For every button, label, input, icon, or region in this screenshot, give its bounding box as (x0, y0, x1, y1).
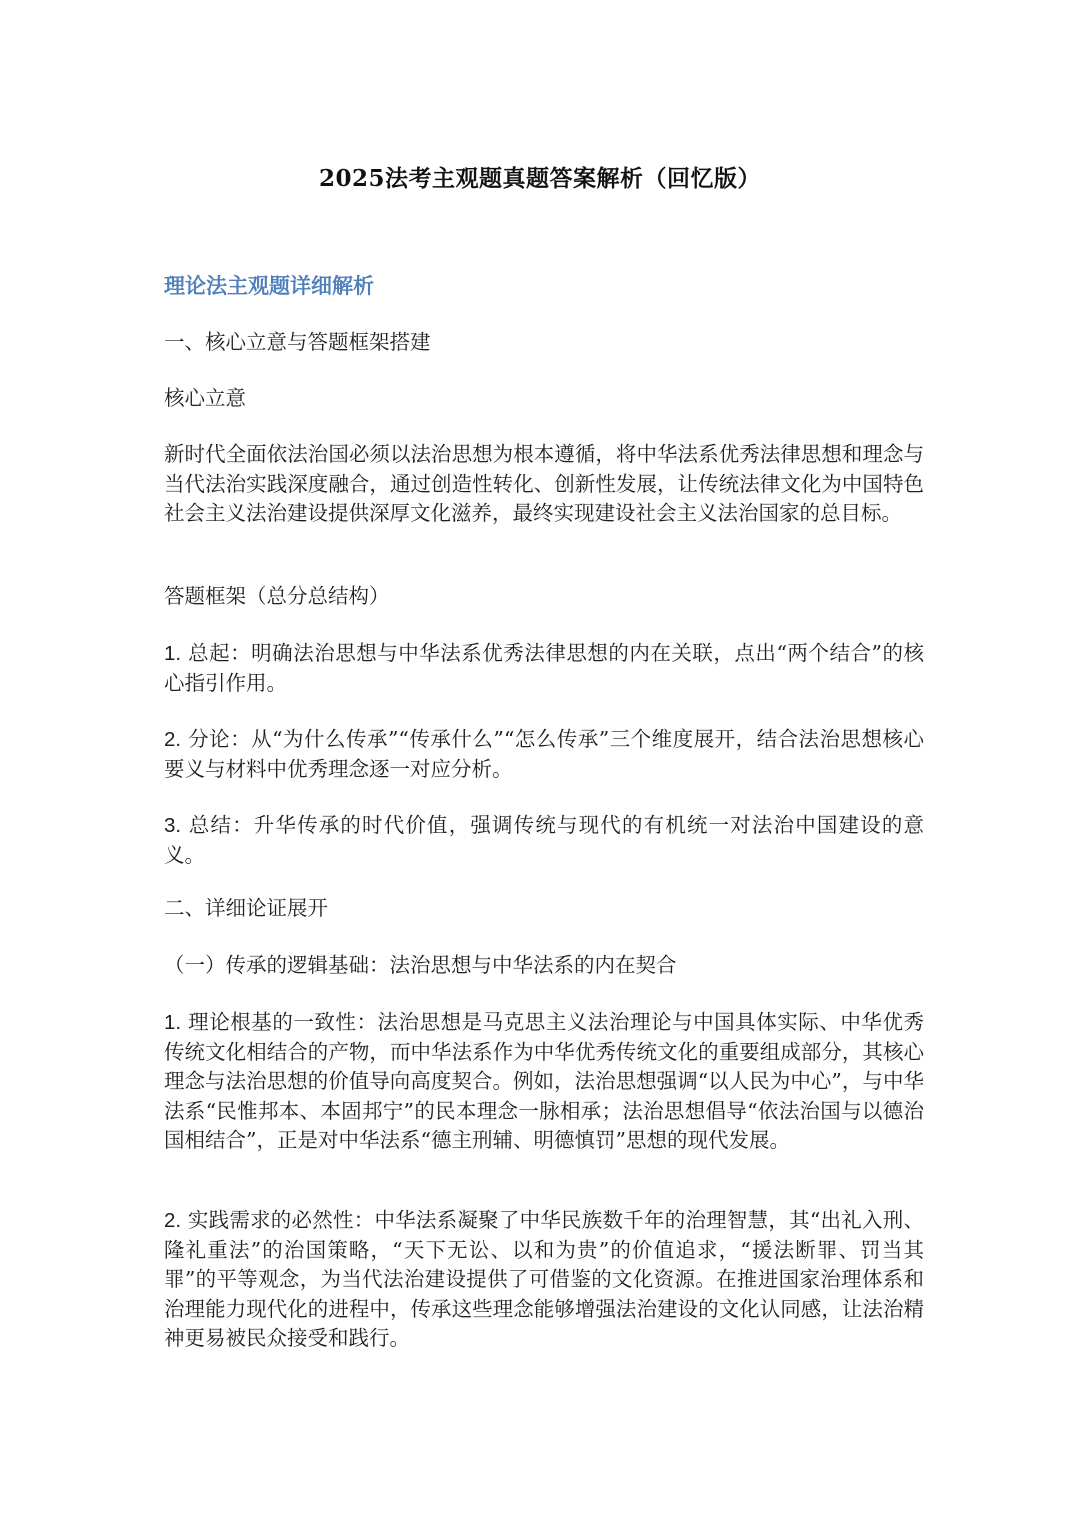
core-paragraph: 新时代全面依法治国必须以法治思想为根本遵循，将中华法系优秀法律思想和理念与当代法治实践深度融合，通过创造性转化、创新性发展，让传统法律文化为中国特色社会主义法治建设提供深厚文化滋养，最终实现建设社会主义法治国家的总目标。 (164, 442, 924, 526)
item-text: 总起：明确法治思想与中华法系优秀法律思想的内在关联，点出“两个结合”的核心指引作用。 (164, 641, 924, 695)
detail-item-2 (164, 1206, 924, 1354)
framework-label: 答题框架（总分总结构） (164, 584, 390, 608)
item-number: 1. (164, 1011, 182, 1034)
item-number: 3. (164, 814, 182, 837)
item-text: 分论：从“为什么传承”“传承什么”“怎么传承”三个维度展开，结合法治思想核心要义与材料中优秀理念逐一对应分析。 (164, 727, 924, 781)
item-text: 总结：升华传承的时代价值，强调传统与现代的有机统一对法治中国建设的意义。 (164, 813, 924, 867)
core-label: 核心立意 (164, 386, 246, 410)
item-number: 1. (164, 642, 182, 665)
heading-core-framework: 一、核心立意与答题框架搭建 (164, 330, 431, 354)
item-number: 2. (164, 1209, 182, 1232)
heading-detail: 二、详细论证展开 (164, 896, 328, 920)
detail-item-1 (164, 1008, 924, 1156)
item-text: 理论根基的一致性：法治思想是马克思主义法治理论与中国具体实际、中华优秀传统文化相结合的产物，而中华法系作为中华优秀传统文化的重要组成部分，其核心理念与法治思想的价值导向高度契合。例如，法治思想强调“以人民为中心”，与中华法系“民惟邦本、本固邦宁”的民本理念一脉相承；法治思想倡导“依法治国与以德治国相结合”，正是对中华法系“德主刑辅、明德慎罚”思想的现代发展。 (164, 1010, 924, 1153)
section-heading: 理论法主观题详细解析 (164, 273, 374, 298)
document-title: 2025法考主观题真题答案解析（回忆版） (318, 165, 761, 192)
framework-item-2 (164, 725, 924, 784)
item-text: 实践需求的必然性：中华法系凝聚了中华民族数千年的治理智慧，其“出礼入刑、隆礼重法”的治国策略，“天下无讼、以和为贵”的价值追求，“援法断罪、罚当其罪”的平等观念，为当代法治建设提供了可借鉴的文化资源。在推进国家治理体系和治理能力现代化的进程中，传承这些理念能够增强法治建设的文化认同感，让法治精神更易被民众接受和践行。 (164, 1208, 924, 1351)
framework-item-1 (164, 639, 924, 698)
item-number: 2. (164, 728, 182, 751)
sub-heading-logic: （一）传承的逻辑基础：法治思想与中华法系的内在契合 (164, 953, 677, 977)
framework-item-3 (164, 811, 924, 870)
